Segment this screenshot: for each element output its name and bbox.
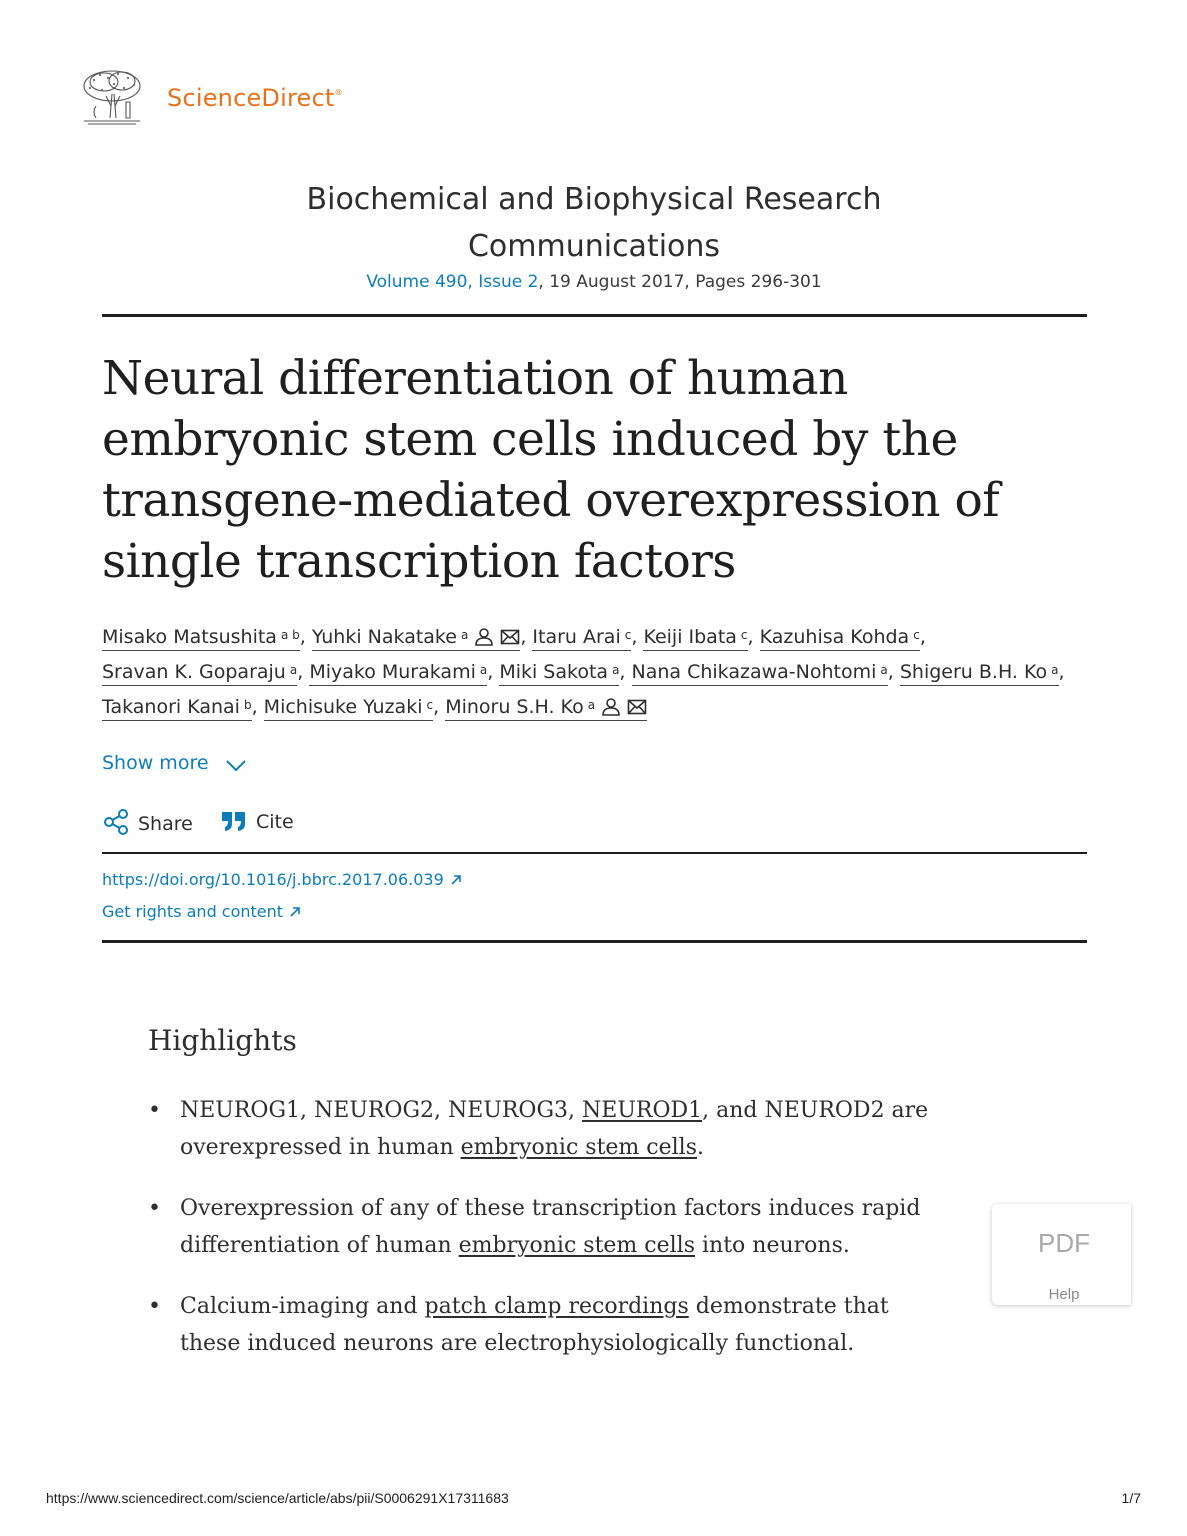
author-separator: , [919, 626, 926, 648]
author-separator: , [297, 661, 310, 683]
author-name: Misako Matsushita [102, 626, 277, 648]
author-name: Takanori Kanai [102, 696, 240, 718]
author-separator: , [520, 626, 533, 648]
author-name: Shigeru B.H. Ko [899, 661, 1048, 683]
highlight-text: , and NEUROD2 are overexpressed in human [180, 1098, 929, 1160]
author-separator: , [251, 696, 264, 718]
mail-icon[interactable] [500, 627, 520, 645]
author-affiliation: a [612, 663, 620, 677]
author-link[interactable] [309, 659, 487, 686]
author-affiliation: a [460, 628, 469, 642]
article-title: Neural differentiation of human embryonic stem cells induced by the transgene-mediated overexpression of single transcription factors [102, 351, 1000, 589]
author-name: Miyako Murakami [309, 661, 476, 683]
author-separator: , [747, 626, 760, 648]
journal-title-line2: Communications [467, 229, 721, 264]
bullet: • [148, 1294, 161, 1319]
author-affiliation: a [1051, 663, 1059, 677]
author-affiliation: c [426, 698, 434, 712]
highlights-heading: Highlights [148, 1024, 297, 1057]
brand-mark: ® [334, 88, 343, 97]
issue-info [102, 272, 1086, 292]
author-affiliation: a [587, 698, 596, 712]
share-icon [102, 808, 130, 836]
author-link[interactable] [643, 624, 747, 651]
print-url: https://www.sciencedirect.com/science/article/abs/pii/S0006291X17311683 [46, 1490, 509, 1506]
author-link[interactable] [102, 624, 300, 651]
topic-link[interactable]: embryonic stem cells [458, 1233, 695, 1258]
divider-bottom [102, 940, 1087, 943]
divider-middle [102, 852, 1087, 854]
author-name: Sravan K. Goparaju [102, 661, 286, 683]
author-link[interactable] [632, 659, 888, 686]
author-separator: , [887, 661, 900, 683]
topic-link[interactable]: patch clamp recordings [424, 1294, 689, 1319]
author-link[interactable] [264, 694, 433, 721]
rights-content-link[interactable] [102, 902, 301, 921]
author-name: Yuhki Nakatake [311, 626, 457, 648]
highlight-item [148, 1190, 948, 1264]
author-affiliation: a [880, 663, 888, 677]
cite-label: Cite [256, 811, 294, 833]
person-icon[interactable] [474, 627, 494, 645]
highlight-text: Overexpression of any of these transcription factors induces rapid differentiation of human [180, 1196, 921, 1258]
author-affiliation: b [243, 698, 252, 712]
author-affiliation: a [289, 663, 298, 677]
bullet: • [148, 1196, 161, 1221]
topic-link[interactable]: NEUROD1 [582, 1098, 703, 1123]
author-link[interactable] [102, 694, 252, 721]
chevron-down-icon [225, 759, 247, 773]
brand-name: ScienceDirect [167, 84, 335, 112]
author-separator: , [433, 696, 446, 718]
author-affiliation: a [479, 663, 488, 677]
author-affiliation: c [913, 628, 920, 642]
author-link[interactable] [499, 659, 619, 686]
pdf-button[interactable]: PDF [1038, 1228, 1090, 1258]
highlight-text: . [697, 1135, 704, 1160]
highlight-item [148, 1092, 948, 1166]
cite-button[interactable] [220, 808, 294, 834]
author-name: Miki Sakota [499, 661, 609, 683]
author-separator: , [487, 661, 500, 683]
bullet: • [148, 1098, 161, 1123]
author-name: Minoru S.H. Ko [445, 696, 584, 718]
highlight-text: demonstrate that these induced neurons are electrophysiologically functional. [180, 1294, 889, 1356]
author-link[interactable] [102, 659, 297, 686]
share-button[interactable] [102, 808, 193, 836]
journal-title[interactable] [102, 176, 1086, 270]
author-separator: , [299, 626, 312, 648]
author-link[interactable] [760, 624, 920, 651]
author-separator: , [619, 661, 632, 683]
topic-link[interactable]: embryonic stem cells [460, 1135, 697, 1160]
rights-text: Get rights and content [102, 902, 284, 921]
person-icon[interactable] [601, 697, 621, 715]
doi-link[interactable] [102, 870, 462, 889]
author-link[interactable] [532, 624, 631, 651]
journal-title-line1: Biochemical and Biophysical Research [306, 182, 882, 217]
author-name: Michisuke Yuzaki [263, 696, 423, 718]
highlight-text: Calcium-imaging and [180, 1294, 425, 1319]
author-affiliation: a b [280, 628, 300, 642]
author-link[interactable] [312, 624, 520, 651]
pdf-help-panel [992, 1204, 1131, 1305]
divider-top [102, 314, 1087, 317]
help-button[interactable]: Help [1048, 1286, 1080, 1303]
author-name: Nana Chikazawa-Nohtomi [631, 661, 877, 683]
author-link[interactable] [445, 694, 647, 721]
author-affiliation: c [624, 628, 632, 642]
show-more-button[interactable] [102, 752, 247, 774]
print-page-number: 1/7 [1121, 1490, 1141, 1506]
author-affiliation: c [740, 628, 748, 642]
author-name: Kazuhisa Kohda [759, 626, 910, 648]
author-name: Itaru Arai [532, 626, 621, 648]
quote-icon [220, 808, 248, 834]
author-link[interactable] [900, 659, 1059, 686]
author-separator: , [1058, 661, 1065, 683]
author-list [102, 620, 1102, 725]
volume-issue-link[interactable]: Volume 490, Issue 2 [366, 272, 539, 292]
author-separator: , [631, 626, 644, 648]
issue-date-pages: , 19 August 2017, Pages 296-301 [538, 272, 822, 292]
author-name: Keiji Ibata [643, 626, 737, 648]
highlight-text: NEUROG1, NEUROG2, NEUROG3, [180, 1098, 583, 1123]
mail-icon[interactable] [627, 697, 647, 715]
show-more-label: Show more [102, 752, 209, 774]
external-link-icon [289, 906, 301, 918]
sciencedirect-brand[interactable] [167, 84, 343, 112]
elsevier-tree-logo-icon[interactable] [78, 66, 146, 126]
share-label: Share [138, 813, 193, 835]
highlight-item [148, 1288, 948, 1362]
external-link-icon [450, 874, 462, 886]
highlights-list [148, 1092, 948, 1386]
highlight-text: into neurons. [695, 1233, 850, 1258]
doi-text: https://doi.org/10.1016/j.bbrc.2017.06.039 [102, 870, 444, 889]
